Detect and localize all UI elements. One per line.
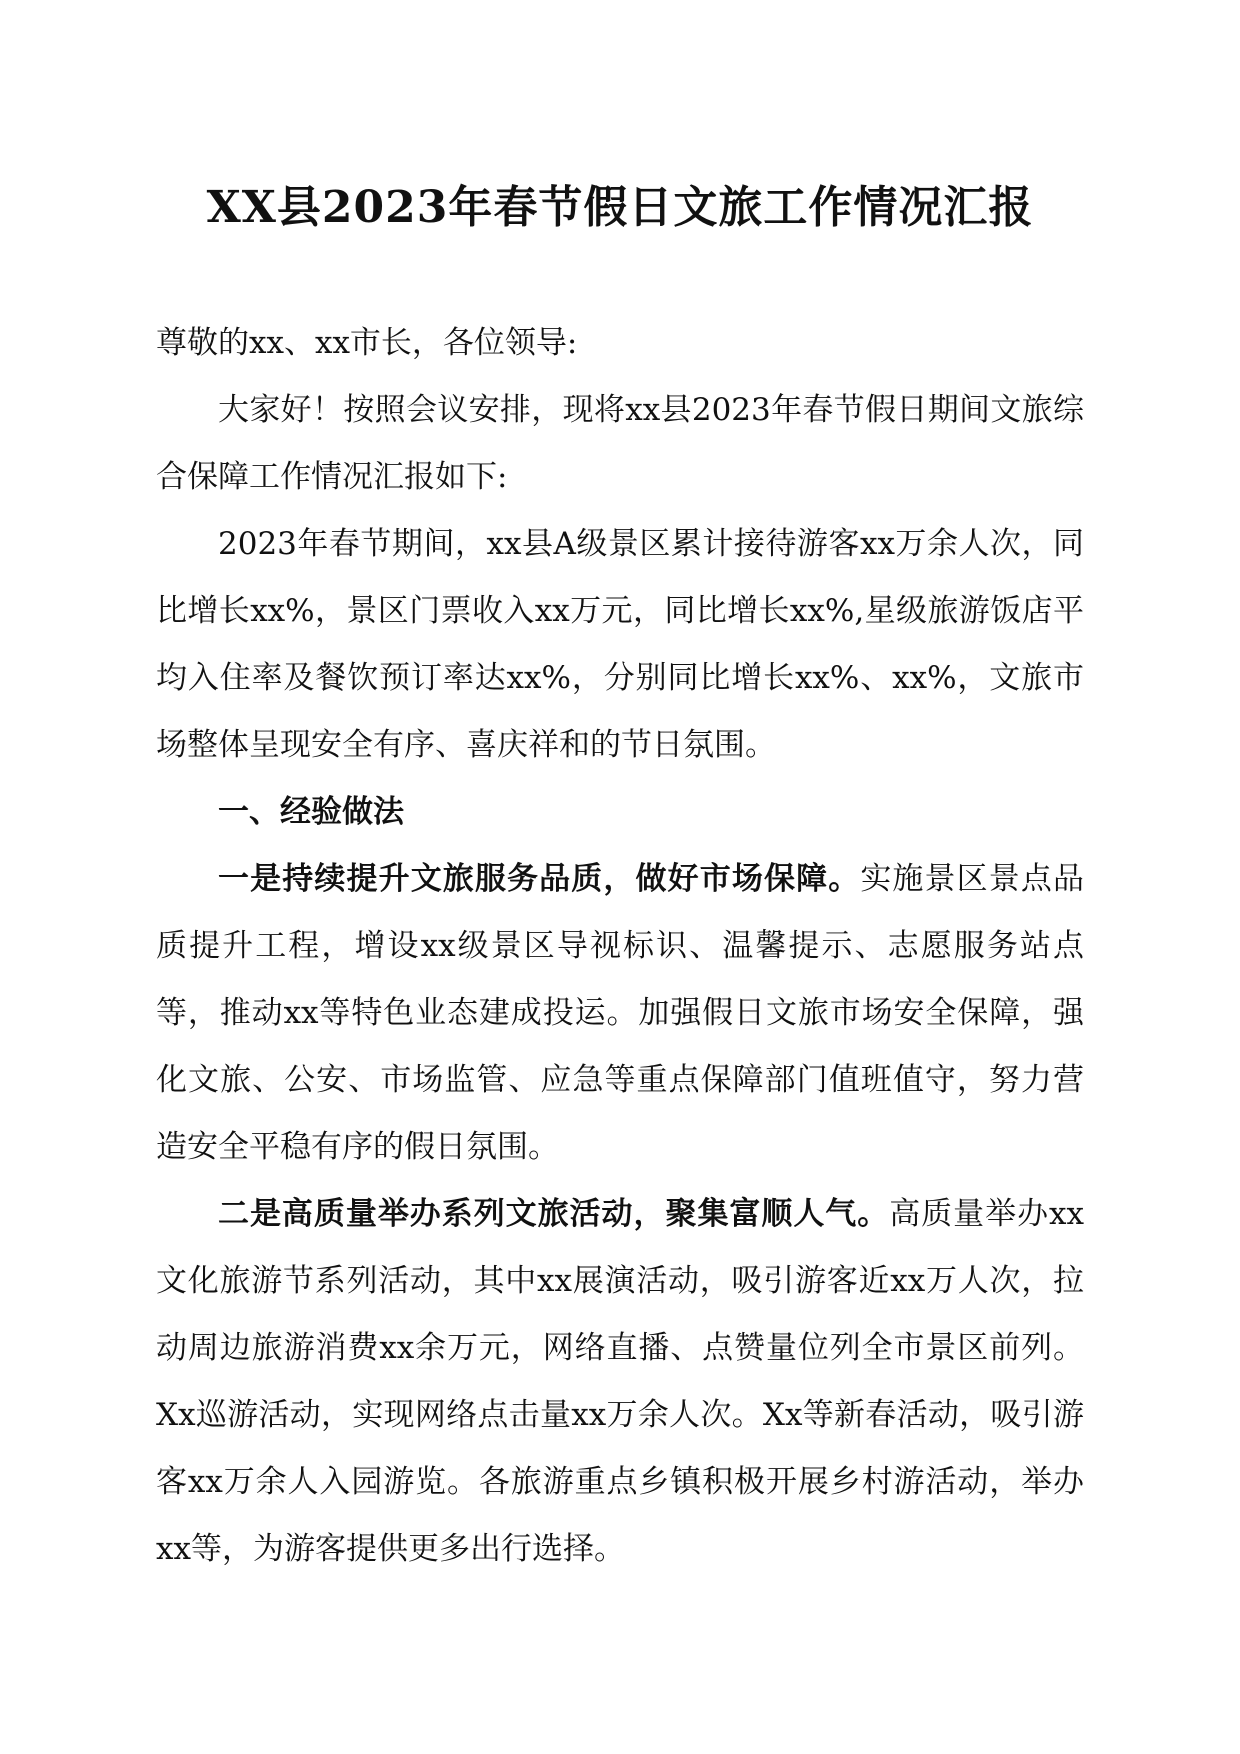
item-paragraph [156, 1181, 1084, 1583]
salutation: 尊敬的xx、xx市长，各位领导: [156, 325, 578, 361]
summary-paragraph: 2023年春节期间，xx县A级景区累计接待游客xx万余人次，同比增长xx%，景区门票收入xx万元，同比增长xx%,星级旅游饭店平均入住率及餐饮预订率达xx%，分别同比增长xx%、xx%，文旅市场整体呈现安全有序、喜庆祥和的节日氛围。 [156, 526, 1084, 763]
item-text: 实施景区景点品质提升工程，增设xx级景区导视标识、温馨提示、志愿服务站点等，推动xx等特色业态建成投运。加强假日文旅市场安全保障，强化文旅、公安、市场监管、应急等重点保障部门值班值守，努力营造安全平稳有序的假日氛围。 [156, 861, 1085, 1165]
section-heading: 一、经验做法 [218, 794, 404, 830]
item-lead: 一是持续提升文旅服务品质，做好市场保障。 [218, 861, 861, 897]
item-paragraph [156, 846, 1084, 1181]
intro-paragraph: 大家好！按照会议安排，现将xx县2023年春节假日期间文旅综合保障工作情况汇报如下: [156, 392, 1084, 495]
document-body [156, 310, 1084, 1583]
item-lead: 二是高质量举办系列文旅活动，聚集富顺人气。 [218, 1196, 890, 1232]
document-title: XX县2023年春节假日文旅工作情况汇报 [206, 182, 1034, 233]
item-text: 高质量举办xx文化旅游节系列活动，其中xx展演活动，吸引游客近xx万人次，拉动周边旅游消费xx余万元，网络直播、点赞量位列全市景区前列。Xx巡游活动，实现网络点击量xx万余人次。Xx等新春活动，吸引游客xx万余人入园游览。各旅游重点乡镇积极开展乡村游活动，举办xx等，为游客提供更多出行选择。 [156, 1196, 1084, 1567]
